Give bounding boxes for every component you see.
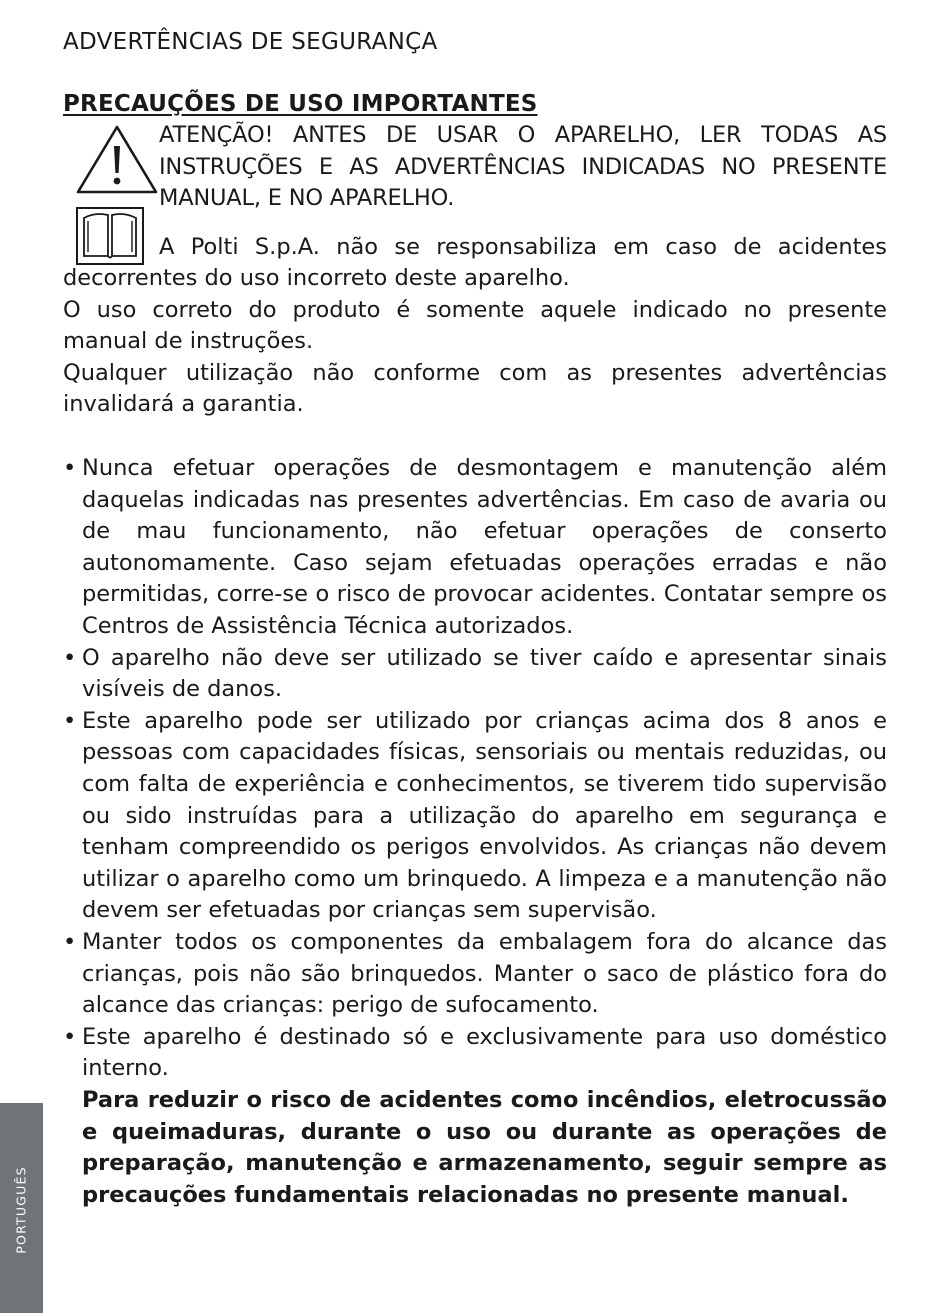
open-manual-icon: [75, 206, 145, 266]
list-item-text: O aparelho não deve ser utilizado se tiver caído e apresentar sinais visíveis de danos.: [82, 644, 887, 703]
intro-paragraph-liability: A Polti S.p.A. não se responsabiliza em caso de acidentes decorrentes do uso incorreto deste aparelho.: [63, 233, 887, 292]
page-title: ADVERTÊNCIAS DE SEGURANÇA: [63, 29, 438, 55]
bullet-icon: •: [63, 455, 77, 482]
intro-paragraph-correct-use: O uso correto do produto é somente aquele indicado no presente manual de instruções.: [63, 296, 887, 355]
bullet-icon: •: [63, 928, 77, 955]
bullet-icon: •: [63, 707, 77, 734]
list-item: [63, 1022, 887, 1085]
bold-safety-warning: Para reduzir o risco de acidentes como incêndios, eletrocussão e queimaduras, durante o uso ou durante as operações de preparação, manutenção e armazenamento, seguir sempre as precauções fundamentais relacionadas no presente manual.: [82, 1086, 887, 1208]
list-item-text: Nunca efetuar operações de desmontagem e manutenção além daquelas indicadas nas presentes advertências. Em caso de avaria ou de mau funcionamento, não efetuar operações de conserto autonomamente. Caso sejam efetuadas operações erradas e não permitidas, corre-se o risco de provocar acidentes. Contatar sempre os Centros de Assistência Técnica autorizados.: [82, 455, 887, 640]
list-item-text: Este aparelho pode ser utilizado por crianças acima dos 8 anos e pessoas com capacidades físicas, sensoriais ou mentais reduzidas, ou com falta de experiência e conhecimentos, se tiverem tido supervisão ou sido instruídas para a utilização do aparelho em segurança e tenham compreendido os perigos envolvidos. As crianças não devem utilizar o aparelho como um brinquedo. A limpeza e a manutenção não devem ser efetuadas por crianças sem supervisão.: [82, 707, 887, 924]
icon-column: [75, 124, 159, 270]
intro-paragraph-warranty: Qualquer utilização não conforme com as presentes advertências invalidará a garantia.: [63, 359, 887, 418]
list-item-text: Este aparelho é destinado só e exclusivamente para uso doméstico interno.: [82, 1023, 887, 1082]
intro-text: [63, 232, 887, 422]
list-item: [63, 643, 887, 706]
caution-text: ATENÇÃO! ANTES DE USAR O APARELHO, LER TODAS AS INSTRUÇÕES E AS ADVERTÊNCIAS INDICADAS NO PRESENTE MANUAL, E NO APARELHO.: [159, 122, 887, 211]
section-subtitle: PRECAUÇÕES DE USO IMPORTANTES: [63, 91, 538, 117]
caution-block: [63, 120, 887, 215]
list-item: [63, 706, 887, 927]
bullet-icon: •: [63, 1023, 77, 1050]
language-tab-label: PORTUGUÊS: [13, 1166, 29, 1254]
warning-triangle-icon: [75, 124, 159, 196]
page-content: [63, 26, 887, 1211]
list-item: [63, 927, 887, 1022]
list-item-text: Manter todos os componentes da embalagem fora do alcance das crianças, pois não são brinquedos. Manter o saco de plástico fora do alcance das crianças: perigo de sufocamento.: [82, 928, 887, 1019]
safety-bullet-list: [63, 453, 887, 1085]
list-item: [63, 453, 887, 643]
bullet-icon: •: [63, 644, 77, 671]
